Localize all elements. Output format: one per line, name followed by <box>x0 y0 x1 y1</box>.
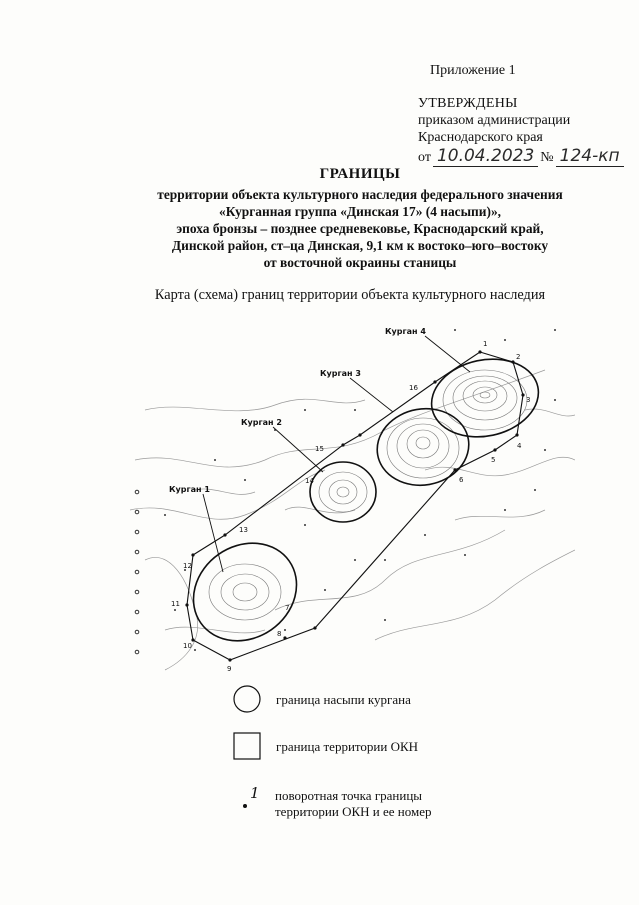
point-label-6: 6 <box>459 476 464 484</box>
okn-territory-boundary <box>187 352 523 660</box>
mound-2-label: Курган 2 <box>241 418 282 427</box>
legend-point-line-1: поворотная точка границы <box>275 788 423 803</box>
point-label-7: 7 <box>285 604 290 612</box>
number-sign: № <box>540 150 554 165</box>
approval-line-1: приказом администрации <box>418 113 571 128</box>
annex-label: Приложение 1 <box>430 63 516 78</box>
legend-point-line-2: территории ОКН и ее номер <box>275 804 432 819</box>
turning-point-labels <box>171 340 530 673</box>
approval-line-2: Краснодарского края <box>418 130 543 145</box>
mound-labels <box>169 327 426 494</box>
approved-heading: УТВЕРЖДЕНЫ <box>418 96 518 111</box>
mound-3-label: Курган 3 <box>320 369 361 378</box>
legend-territory-text: граница территории ОКН <box>276 739 419 754</box>
mound-4-label: Курган 4 <box>385 327 426 336</box>
point-label-10: 10 <box>183 642 192 650</box>
legend-territory-icon <box>232 731 262 761</box>
mound-2-boundary <box>310 462 376 522</box>
point-label-2: 2 <box>516 353 521 361</box>
point-label-16: 16 <box>409 384 418 392</box>
boundary-map <box>125 310 575 680</box>
title-line-5: от восточной окраины станицы <box>263 255 457 270</box>
document-title <box>80 166 639 271</box>
mound-contour-rings <box>209 370 527 620</box>
legend-point-number: 1 <box>250 784 260 802</box>
title-line-2: «Курганная группа «Динская 17» (4 насыпи)», <box>219 204 501 219</box>
legend-point-icon <box>240 786 270 816</box>
point-label-8: 8 <box>277 630 282 638</box>
mound-1-boundary <box>174 523 315 660</box>
point-label-5: 5 <box>491 456 496 464</box>
legend-mound-icon <box>232 684 262 714</box>
point-label-15: 15 <box>315 445 324 453</box>
title-line-1: территории объекта культурного наследия федерального значения <box>157 187 563 202</box>
point-label-13: 13 <box>239 526 248 534</box>
approval-block <box>418 95 570 146</box>
legend-mound-text: граница насыпи кургана <box>276 692 411 707</box>
legend-point-text <box>275 788 431 820</box>
point-label-1: 1 <box>483 340 488 348</box>
title-line-3: эпоха бронзы – позднее средневековье, Краснодарский край, <box>176 221 544 236</box>
handwritten-number: 124-кп <box>556 146 624 167</box>
survey-markers <box>135 490 139 654</box>
title-main: ГРАНИЦЫ <box>319 166 401 182</box>
point-label-9: 9 <box>227 665 232 673</box>
title-line-4: Динской район, ст–ца Динская, 9,1 км к востоко–юго–востоку <box>171 238 549 253</box>
point-label-12: 12 <box>183 562 192 570</box>
map-caption: Карта (схема) границ территории объекта культурного наследия <box>154 287 546 303</box>
date-prefix: от <box>418 150 431 165</box>
point-label-11: 11 <box>171 600 180 608</box>
point-label-4: 4 <box>517 442 522 450</box>
turning-point-markers <box>185 350 524 661</box>
point-label-14: 14 <box>305 477 314 485</box>
handwritten-date: 10.04.2023 <box>433 146 538 167</box>
order-date-line <box>418 146 626 167</box>
mound-1-label: Курган 1 <box>169 485 210 494</box>
point-label-3: 3 <box>526 396 531 404</box>
